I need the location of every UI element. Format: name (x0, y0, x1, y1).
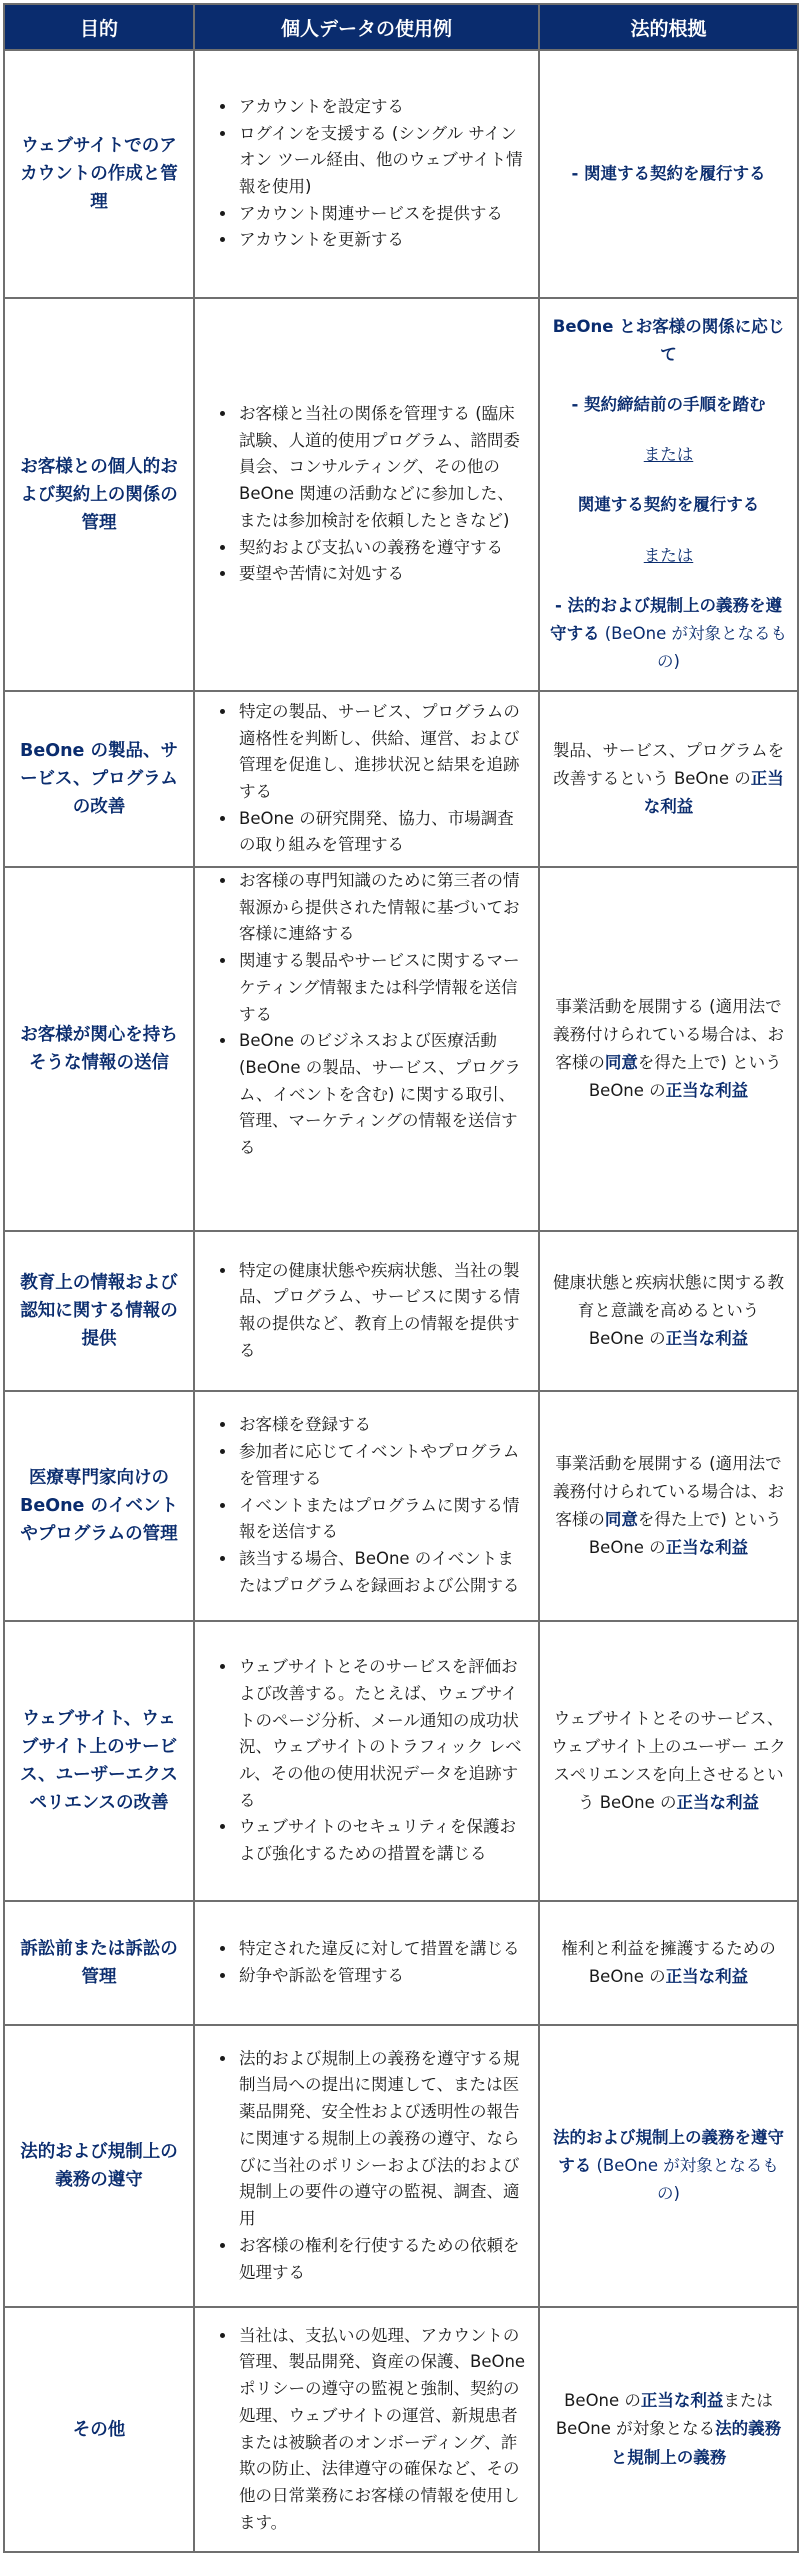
legal-basis-cell (539, 867, 798, 1231)
list-item: • 関連する製品やサービスに関するマーケティング情報または科学情報を送信する (237, 948, 528, 1028)
legal-basis-cell (539, 298, 798, 691)
list-item: • BeOne の研究開発、協力、市場調査の取り組みを管理する (237, 806, 528, 859)
legal-obligation-tail: (BeOne が対象となるもの) (591, 2155, 779, 2204)
examples-list (199, 2323, 528, 2537)
consent-text: 同意 (604, 1510, 638, 1529)
purpose-cell: 医療専門家向けの BeOne のイベントやプログラムの管理 (4, 1391, 194, 1621)
legal-basis-cell (539, 691, 798, 867)
legal-obligation-bold: 法的および規制上の義務を遵守する (553, 2127, 784, 2175)
list-item: • アカウントを更新する (237, 227, 528, 254)
list-item: • ウェブサイトとそのサービスを評価および改善する。たとえば、ウェブサイトのページ分析、メール通知の成功状況、ウェブサイトのトラフィック レベル、その他の使用状況データを追跡する (237, 1654, 528, 1814)
contract-performance-text: - 関連する契約を履行する (571, 163, 766, 183)
purpose-cell: お客様が関心を持ちそうな情報の送信 (4, 867, 194, 1231)
basis-text-mid: または BeOne が対象となる (555, 2391, 773, 2439)
basis-text: ウェブサイトとそのサービス、ウェブサイト上のユーザー エクスペリエンスを向上させるという BeOne の (551, 1708, 786, 1813)
purpose-cell: ウェブサイトでのアカウントの作成と管理 (4, 50, 194, 298)
list-item: • 紛争や訴訟を管理する (237, 1963, 528, 1990)
table-row (4, 867, 798, 1231)
list-item: • 契約および支払いの義務を遵守する (237, 535, 528, 562)
purpose-cell: 法的および規制上の義務の遵守 (4, 2025, 194, 2307)
list-item: • お客様の権利を行使するための依頼を処理する (237, 2233, 528, 2286)
table-row (4, 2307, 798, 2552)
table-row (4, 50, 798, 298)
legitimate-interest-text: 正当な利益 (640, 2391, 724, 2411)
header-purpose: 目的 (4, 4, 194, 50)
purpose-cell: 訴訟前または訴訟の管理 (4, 1901, 194, 2025)
purpose-cell: BeOne の製品、サービス、プログラムの改善 (4, 691, 194, 867)
list-item: • イベントまたはプログラムに関する情報を送信する (237, 1493, 528, 1546)
examples-cell (194, 50, 539, 298)
list-item: • 特定された違反に対して措置を講じる (237, 1936, 528, 1963)
legitimate-interest-text: 正当な利益 (665, 1538, 749, 1558)
list-item: • お客様を登録する (237, 1412, 528, 1439)
basis-text: 健康状態と疾病状態に関する教育と意識を高めるという BeOne の (553, 1272, 784, 1349)
relationship-text: BeOne とお客様の関係に応じて (552, 317, 785, 365)
table-row (4, 2025, 798, 2307)
list-item: • 特定の製品、サービス、プログラムの適格性を判断し、供給、運営、および管理を促進し、進捗状況と結果を追跡する (237, 699, 528, 806)
header-row (4, 4, 798, 50)
basis-text: 製品、サービス、プログラムを改善するという BeOne の (552, 740, 785, 788)
legal-basis-table (3, 3, 799, 2553)
examples-list (199, 2046, 528, 2286)
legitimate-interest-text: 正当な利益 (665, 1967, 749, 1986)
examples-list (199, 1412, 528, 1599)
list-item: • 法的および規制上の義務を遵守する規制当局への提出に関連して、または医薬品開発、安全性および透明性の報告に関連する規制上の義務の遵守、ならびに当社のポリシーおよび法的および規制上の要件の遵守の監視、調査、適用 (237, 2046, 528, 2233)
examples-cell (194, 867, 539, 1231)
examples-cell (194, 2025, 539, 2307)
consent-text: 同意 (604, 1053, 638, 1072)
basis-text: 権利と利益を擁護するための BeOne の (561, 1938, 776, 1986)
examples-cell (194, 1231, 539, 1391)
legal-basis-cell (539, 1391, 798, 1621)
examples-cell (194, 2307, 539, 2552)
legal-obligation-text (550, 592, 787, 676)
table-row (4, 1621, 798, 1901)
list-item: • 要望や苦情に対処する (237, 561, 528, 588)
list-item: • 参加者に応じてイベントやプログラムを管理する (237, 1439, 528, 1492)
examples-cell (194, 1391, 539, 1621)
header-examples: 個人データの使用例 (194, 4, 539, 50)
examples-list (199, 94, 528, 254)
header-legal-basis: 法的根拠 (539, 4, 798, 50)
list-item: • お客様と当社の関係を管理する (臨床試験、人道的使用プログラム、諮問委員会、コンサルティング、その他の BeOne 関連の活動などに参加した、または参加検討を依頼したときなど) (237, 401, 528, 535)
legal-basis-cell (539, 50, 798, 298)
legitimate-interest-text: 正当な利益 (665, 1329, 749, 1349)
examples-list (199, 1654, 528, 1868)
list-item: • ログインを支援する (シングル サインオン ツール経由、他のウェブサイト情報を使用) (237, 121, 528, 201)
legal-basis-cell (539, 1621, 798, 1901)
purpose-cell: ウェブサイト、ウェブサイト上のサービス、ユーザーエクスペリエンスの改善 (4, 1621, 194, 1901)
examples-list (199, 1936, 528, 1989)
list-item: • 該当する場合、BeOne のイベントまたはプログラムを録画および公開する (237, 1546, 528, 1599)
legal-basis-cell (539, 1231, 798, 1391)
basis-text: BeOne の (564, 2391, 641, 2411)
list-item: • ウェブサイトのセキュリティを保護および強化するための措置を講じる (237, 1814, 528, 1867)
legal-obligation-tail: (BeOne が対象となるもの) (599, 623, 787, 671)
examples-cell (194, 691, 539, 867)
perform-contract-text: 関連する契約を履行する (577, 495, 760, 515)
legal-obligation-bold: - 法的および規制上の義務を遵守する (550, 595, 783, 643)
table-row (4, 691, 798, 867)
basis-text: 事業活動を展開する (適用法で義務付けられている場合は、お客様の (553, 996, 784, 1072)
basis-text-mid: を得た上で) という BeOne の (588, 1510, 782, 1558)
table-row (4, 298, 798, 691)
basis-text-mid: を得た上で) という BeOne の (588, 1053, 782, 1101)
examples-cell (194, 298, 539, 691)
legitimate-interest-text: 正当な利益 (676, 1793, 760, 1813)
list-item: • アカウント関連サービスを提供する (237, 201, 528, 228)
examples-list (199, 868, 528, 1162)
purpose-cell: 教育上の情報および認知に関する情報の提供 (4, 1231, 194, 1391)
list-item: • BeOne のビジネスおよび医療活動 (BeOne の製品、サービス、プログラム、イベントを含む) に関する取引、管理、マーケティングの情報を送信する (237, 1028, 528, 1162)
list-item: • お客様の専門知識のために第三者の情報源から提供された情報に基づいてお客様に連絡する (237, 868, 528, 948)
pre-contract-text: - 契約締結前の手順を踏む (571, 395, 766, 415)
or-link-1[interactable]: または (643, 445, 694, 465)
purpose-cell: その他 (4, 2307, 194, 2552)
table-row (4, 1901, 798, 2025)
table-row (4, 1231, 798, 1391)
list-item: • 当社は、支払いの処理、アカウントの管理、製品開発、資産の保護、BeOne ポリシーの遵守の監視と強制、契約の処理、ウェブサイトの運営、新規患者または被験者のオンボーディング、詐欺の防止、法律遵守の確保など、その他の日常業務にお客様の情報を使用します。 (237, 2323, 528, 2537)
basis-text: 事業活動を展開する (適用法で義務付けられている場合は、お客様の (553, 1453, 784, 1529)
examples-cell (194, 1621, 539, 1901)
list-item: • 特定の健康状態や疾病状態、当社の製品、プログラム、サービスに関する情報の提供など、教育上の情報を提供する (237, 1258, 528, 1365)
examples-list (199, 699, 528, 859)
legal-basis-cell (539, 2307, 798, 2552)
legal-obligation-bold: 法的義務と規制上の義務 (610, 2419, 782, 2467)
legal-basis-cell (539, 1901, 798, 2025)
examples-cell (194, 1901, 539, 2025)
examples-list (199, 401, 528, 588)
table-row (4, 1391, 798, 1621)
examples-list (199, 1258, 528, 1365)
list-item: • アカウントを設定する (237, 94, 528, 121)
legitimate-interest-text: 正当な利益 (643, 768, 784, 817)
legal-basis-cell (539, 2025, 798, 2307)
purpose-cell: お客様との個人的および契約上の関係の管理 (4, 298, 194, 691)
or-link-2[interactable]: または (643, 545, 694, 565)
legitimate-interest-text: 正当な利益 (665, 1081, 749, 1101)
